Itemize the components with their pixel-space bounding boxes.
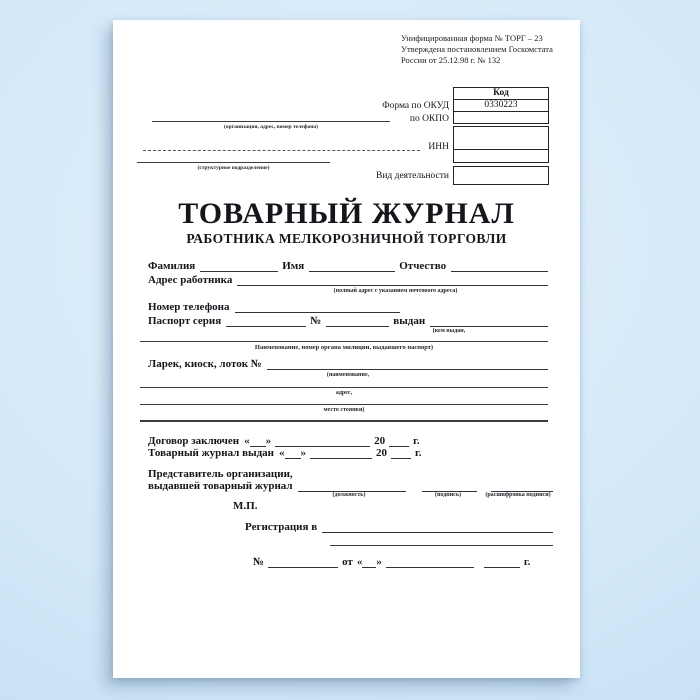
blank-position (298, 481, 406, 492)
journal-issued-row (148, 447, 548, 459)
stall-row (148, 358, 548, 370)
blank-reg-year (484, 557, 520, 568)
label-year-g: г. (415, 447, 422, 459)
label-journal-issued: Товарный журнал выдан (148, 447, 275, 459)
blank-journal-day (285, 448, 301, 459)
hint-signature: (подпись) (434, 492, 462, 498)
blank-reg-month (386, 557, 474, 568)
blank-stall (267, 359, 548, 370)
blank-passport-series (226, 316, 306, 327)
form-approval-note (401, 33, 553, 66)
extra-line (140, 412, 548, 422)
hint-position: (должность) (332, 492, 366, 498)
note-line: Утверждена постановлением Госкомстата (401, 43, 553, 54)
blank-passport-no (326, 316, 389, 327)
hint-address: адрес, (335, 390, 353, 396)
label-representative-2: выдавшей товарный журнал (148, 480, 293, 492)
blank-registration (322, 522, 553, 533)
blank-passport-issued (430, 316, 548, 327)
empty-code-cell (453, 149, 549, 163)
code-table-header: Код (453, 87, 549, 100)
hint-parking: место стоянки) (323, 407, 365, 413)
label-worker-address: Адрес работника (148, 274, 233, 286)
inn-line (143, 141, 420, 151)
quote-open: « (356, 556, 363, 568)
phone-row (148, 301, 548, 313)
label-first-name: Имя (282, 260, 305, 272)
organization-line (152, 112, 390, 122)
representative-row (148, 480, 548, 492)
stall-address-line (140, 378, 548, 388)
blank-patronymic (451, 261, 548, 272)
label-okpo: по ОКПО (409, 114, 449, 124)
parking-line (140, 395, 548, 405)
militia-line (140, 332, 548, 342)
blank-surname (200, 261, 278, 272)
hint-issued-by: (кем выдан, (432, 328, 466, 334)
blank-contract-year (389, 436, 409, 447)
label-passport-series: Паспорт серия (148, 315, 222, 327)
blank-journal-month (310, 448, 372, 459)
label-reg-no: № (253, 556, 265, 568)
label-reg-from: от (342, 556, 353, 568)
label-year-g: г. (523, 556, 531, 568)
hint-subdivision: (структурное подразделение) (197, 165, 270, 171)
blank-contract-month (275, 436, 370, 447)
label-passport-no: № (310, 315, 322, 327)
hint-signature-decode: (расшифровка подписи) (485, 492, 551, 498)
blank-signature (422, 481, 477, 492)
label-activity: Вид деятельности (375, 171, 449, 181)
label-year-20: 20 (376, 447, 388, 459)
quote-close: » (376, 556, 382, 568)
quote-close: » (265, 435, 272, 447)
passport-row (148, 315, 548, 327)
label-passport-issued: выдан (393, 315, 426, 327)
label-inn: ИНН (428, 142, 449, 152)
label-registration: Регистрация в (245, 521, 318, 533)
hint-militia: Наименование, номер органа милиции, выдавшего паспорт) (254, 344, 434, 351)
quote-open: « (279, 447, 285, 459)
label-mp-seal: М.П. (233, 500, 258, 512)
blank-contract-day (250, 436, 266, 447)
registration-row (245, 521, 553, 533)
blank-first-name (309, 261, 395, 272)
blank-worker-address (237, 275, 548, 286)
name-row (148, 260, 548, 272)
inn-code-cell (453, 126, 549, 150)
document-title: ТОВАРНЫЙ ЖУРНАЛ (178, 197, 515, 230)
hint-organization: (организация, адрес, номер телефона) (223, 124, 319, 130)
label-representative-1: Представитель организации, (148, 468, 293, 480)
label-patronymic: Отчество (399, 260, 447, 272)
hint-full-address: (полный адрес с указанием почтового адреса) (333, 288, 458, 294)
label-year-g: г. (413, 435, 420, 447)
okpo-code-cell (453, 111, 549, 124)
blank-reg-number (268, 557, 338, 568)
label-surname: Фамилия (148, 260, 196, 272)
address-row (148, 274, 548, 286)
quote-close: » (300, 447, 307, 459)
hint-name: (наименование, (326, 372, 370, 378)
label-phone: Номер телефона (148, 301, 230, 313)
contract-row (148, 435, 548, 447)
activity-code-cell (453, 166, 549, 185)
blank-phone (235, 302, 400, 313)
label-stall: Ларек, киоск, лоток № (148, 358, 262, 370)
blank-reg-day (362, 557, 376, 568)
blank-journal-year (391, 448, 411, 459)
subdivision-line (137, 153, 330, 163)
document-page (113, 20, 580, 678)
registration-line-2 (330, 536, 553, 546)
note-line: Унифицированная форма № ТОРГ – 23 (401, 33, 543, 43)
label-okud: Форма по ОКУД (382, 101, 449, 111)
document-subtitle: РАБОТНИКА МЕЛКОРОЗНИЧНОЙ ТОРГОВЛИ (186, 231, 507, 246)
okud-code-cell: 0330223 (453, 99, 549, 112)
label-contract: Договор заключен (148, 435, 240, 447)
label-year-20: 20 (374, 435, 386, 447)
quote-open: « (244, 435, 250, 447)
note-line: России от 25.12.98 г. № 132 (401, 54, 501, 65)
blank-signature-decode (491, 481, 553, 492)
registration-number-row (253, 556, 553, 568)
